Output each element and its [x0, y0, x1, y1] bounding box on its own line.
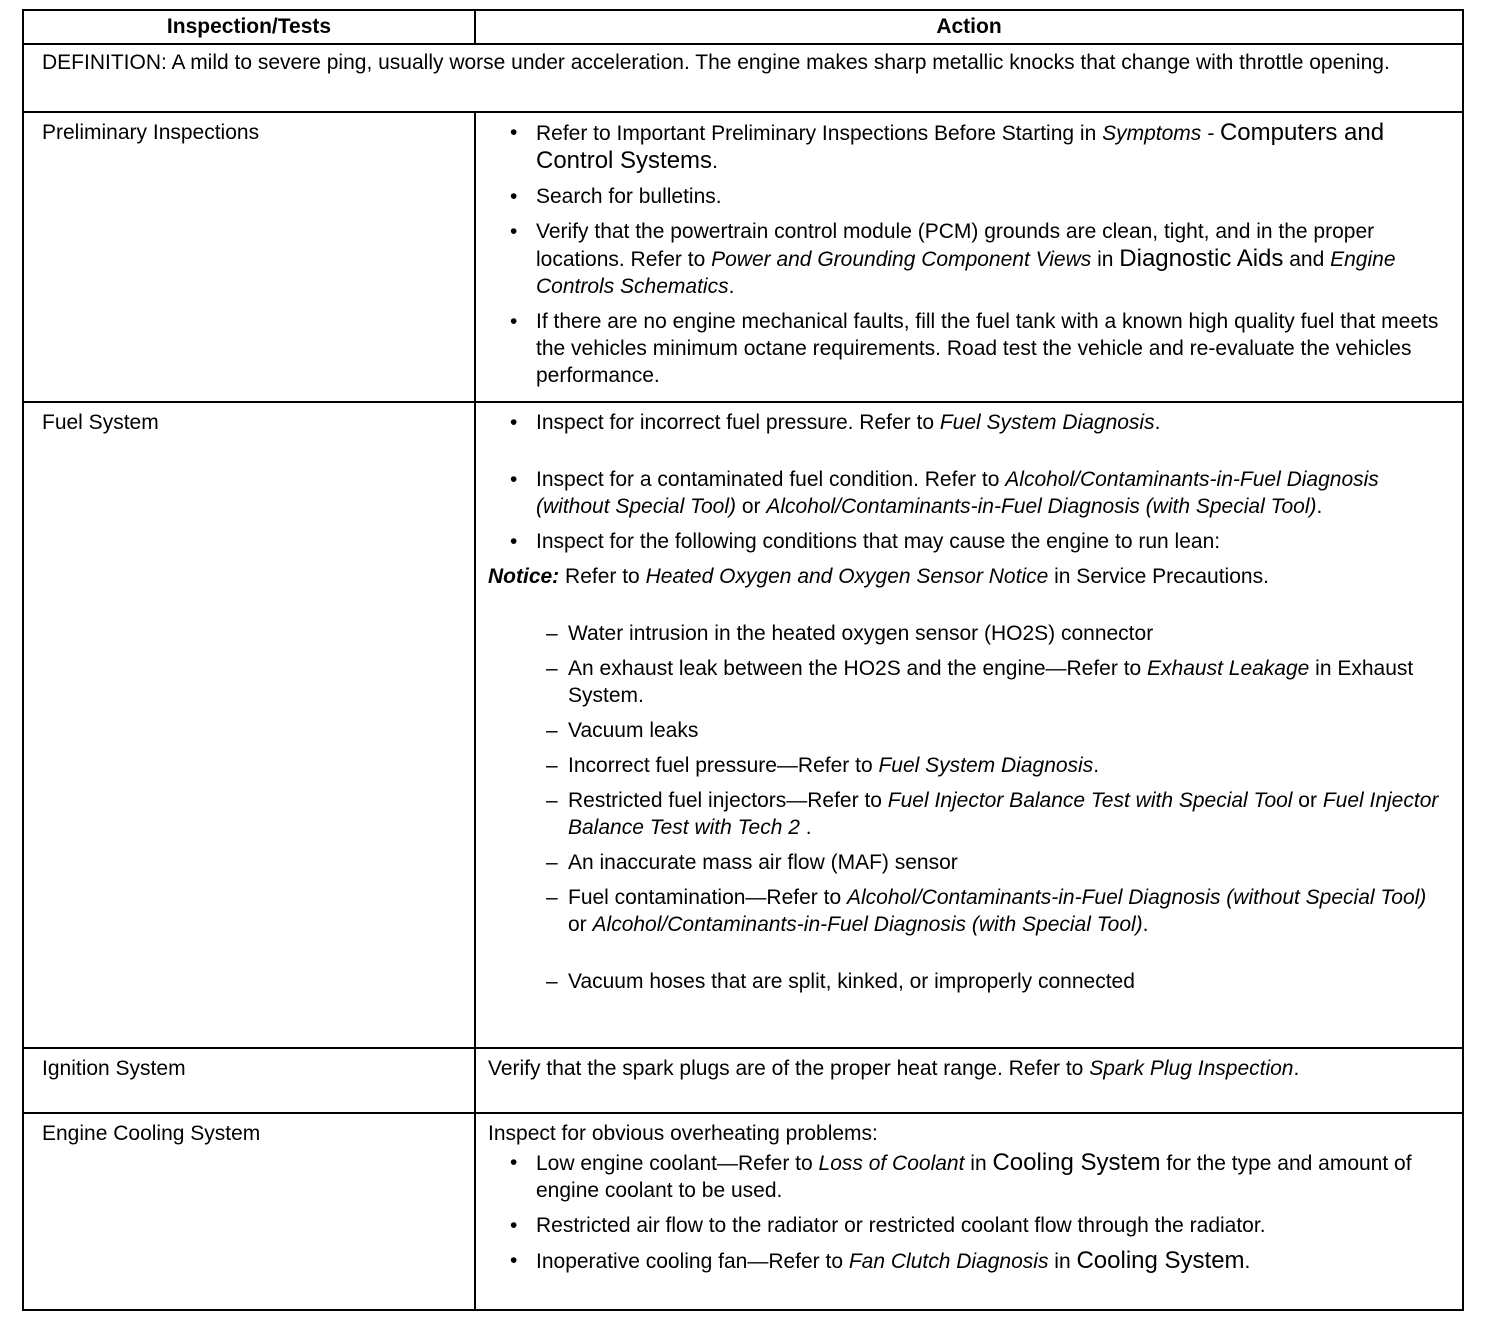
text-segment: Verify that the powertrain control module (PCM) grounds are clean, tight, and in the proper locations. Refer to — [536, 220, 1375, 271]
list-item — [488, 409, 1450, 436]
reference-text: Fan Clutch Diagnosis — [848, 1250, 1049, 1273]
text-segment: . — [1093, 754, 1100, 777]
reference-text: Fuel System Diagnosis — [878, 754, 1094, 777]
table-row — [23, 1113, 1463, 1310]
text-segment: . — [712, 150, 718, 173]
text-segment: Inspect for a contaminated fuel condition. Refer to — [536, 468, 1006, 491]
reference-text: Alcohol/Contaminants-in-Fuel Diagnosis (without Special Tool) — [536, 468, 1379, 518]
text-segment: Cooling System — [992, 1149, 1161, 1176]
text-segment: Inspect for the following conditions that may cause the engine to run lean: — [536, 530, 1221, 553]
reference-text: Fuel Injector Balance Test with Tech 2 — [568, 789, 1439, 839]
sub-list-item — [488, 752, 1450, 779]
text-segment: Refer to — [559, 565, 646, 588]
text-segment: Diagnostic Aids — [1119, 245, 1284, 272]
inspection-label: Ignition System — [23, 1048, 475, 1113]
text-segment: in — [1091, 248, 1120, 271]
text-segment: Restricted fuel injectors—Refer to — [568, 789, 888, 812]
text-segment: Incorrect fuel pressure—Refer to — [568, 754, 879, 777]
text-segment: If there are no engine mechanical faults, fill the fuel tank with a known high quality fuel that meets the vehicles minimum octane requirements. Road test the vehicle and re-evaluate the vehicles performance. — [536, 310, 1439, 387]
definition-row — [23, 44, 1463, 112]
text-segment: Notice: — [488, 565, 560, 588]
text-segment: Refer to Important Preliminary Inspections Before Starting in — [536, 122, 1103, 145]
list-item — [488, 1120, 1450, 1147]
text-segment: Cooling System — [1076, 1247, 1245, 1274]
text-segment: . — [1293, 1057, 1300, 1080]
reference-text: Alcohol/Contaminants-in-Fuel Diagnosis (with Special Tool) — [766, 495, 1317, 518]
text-segment: An exhaust leak between the HO2S and the engine—Refer to — [568, 657, 1148, 680]
text-segment: Fuel contamination—Refer to — [568, 886, 847, 909]
header-action: Action — [475, 10, 1463, 44]
text-segment: or — [1292, 789, 1323, 812]
text-segment: Verify that the spark plugs are of the proper heat range. Refer to — [488, 1057, 1090, 1080]
sub-list-item — [488, 655, 1450, 709]
text-segment: in Exhaust System. — [568, 657, 1414, 707]
list-item — [488, 119, 1450, 175]
header-inspection-tests: Inspection/Tests — [23, 10, 475, 44]
reference-text: Fuel Injector Balance Test with Special Tool — [887, 789, 1293, 812]
text-segment: . — [1316, 495, 1323, 518]
text-segment: in Service Precautions. — [1048, 565, 1269, 588]
header-row — [23, 10, 1463, 44]
sub-list-item — [488, 717, 1450, 744]
text-segment: . — [799, 816, 812, 839]
list-item — [488, 528, 1450, 555]
text-segment: Inspect for obvious overheating problems: — [488, 1122, 878, 1145]
text-segment: Restricted air flow to the radiator or restricted coolant flow through the radiator. — [536, 1214, 1266, 1237]
list-item — [488, 1212, 1450, 1239]
text-segment: or — [736, 495, 767, 518]
text-segment: Vacuum leaks — [568, 719, 699, 742]
text-segment: or — [568, 913, 593, 936]
reference-text: Symptoms - — [1102, 122, 1220, 145]
text-segment: Inoperative cooling fan—Refer to — [536, 1250, 849, 1273]
inspection-label: Engine Cooling System — [23, 1113, 475, 1310]
action-cell — [475, 1048, 1463, 1113]
text-segment: . — [728, 275, 735, 298]
text-segment: Search for bulletins. — [536, 185, 722, 208]
table-row — [23, 112, 1463, 402]
text-segment: Water intrusion in the heated oxygen sensor (HO2S) connector — [568, 622, 1154, 645]
reference-text: Exhaust Leakage — [1147, 657, 1310, 680]
reference-text: Power and Grounding Component Views — [711, 248, 1092, 271]
definition-text: DEFINITION: A mild to severe ping, usually worse under acceleration. The engine makes sharp metallic knocks that change with throttle opening. — [23, 44, 1463, 112]
text-segment: . — [1142, 913, 1149, 936]
reference-text: Fuel System Diagnosis — [939, 411, 1155, 434]
text-segment: for the type and amount of engine coolant to be used. — [536, 1152, 1412, 1202]
inspection-label: Fuel System — [23, 402, 475, 1048]
text-segment: An inaccurate mass air flow (MAF) sensor — [568, 851, 958, 874]
text-segment: . — [1244, 1250, 1251, 1273]
reference-text: Loss of Coolant — [818, 1152, 965, 1175]
table-row — [23, 402, 1463, 1048]
text-segment: Low engine coolant—Refer to — [536, 1152, 819, 1175]
diagnostic-table — [22, 9, 1464, 1311]
sub-list-item — [488, 620, 1450, 647]
list-item — [488, 308, 1450, 389]
text-segment: Computers and Control Systems — [536, 119, 1385, 174]
reference-text: Alcohol/Contaminants-in-Fuel Diagnosis (without Special Tool) — [846, 886, 1427, 909]
reference-text: Engine Controls Schematics — [536, 248, 1396, 298]
list-item — [488, 183, 1450, 210]
text-segment: Vacuum hoses that are split, kinked, or improperly connected — [568, 970, 1135, 993]
sub-list-item — [488, 787, 1450, 841]
list-item — [488, 1149, 1450, 1204]
reference-text: Spark Plug Inspection — [1089, 1057, 1294, 1080]
text-segment: in — [964, 1152, 993, 1175]
text-segment: and — [1283, 248, 1331, 271]
action-cell — [475, 402, 1463, 1048]
action-cell — [475, 1113, 1463, 1310]
reference-text: Alcohol/Contaminants-in-Fuel Diagnosis (with Special Tool) — [592, 913, 1143, 936]
sub-list-item — [488, 849, 1450, 876]
sub-list-item — [488, 884, 1450, 938]
text-segment: . — [1154, 411, 1161, 434]
notice-text — [488, 563, 1450, 590]
list-item — [488, 466, 1450, 520]
table-row — [23, 1048, 1463, 1113]
reference-text: Heated Oxygen and Oxygen Sensor Notice — [645, 565, 1049, 588]
text-segment: in — [1048, 1250, 1077, 1273]
list-item — [488, 1247, 1450, 1275]
sub-list-item — [488, 968, 1450, 995]
action-cell — [475, 112, 1463, 402]
text-segment: Inspect for incorrect fuel pressure. Refer to — [536, 411, 940, 434]
list-item — [488, 218, 1450, 300]
inspection-label: Preliminary Inspections — [23, 112, 475, 402]
list-item — [488, 1055, 1450, 1082]
